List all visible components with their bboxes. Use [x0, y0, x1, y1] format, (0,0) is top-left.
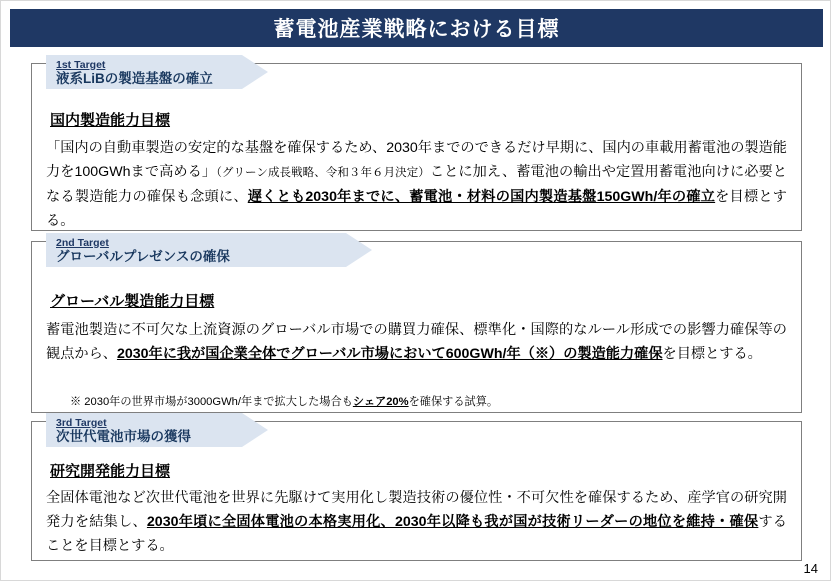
page-number: 14 — [803, 561, 818, 576]
section-3-body-emphasis: 2030年頃に全固体電池の本格実用化、2030年以降も我が国が技術リーダーの地位を維持・確保 — [146, 514, 759, 530]
section-2-banner — [46, 233, 372, 267]
section-3-kicker: 3rd Target — [56, 416, 107, 429]
section-2-heading: グローバル製造能力目標 — [50, 293, 215, 310]
section-1-body-mid: ことに加え、蓄電池の輸出や定置用蓄電池向けに必要となる製造能力の確保も念頭に、 — [46, 164, 787, 205]
section-2-note-lead: ※ 2030年の世界市場が3000GWh/年まで拡大した場合も — [70, 396, 353, 408]
section-2-body-lead: 蓄電池製造に不可欠な上流資源のグローバル市場での購買力確保、標準化・国際的なルール形成での影響力確保等の観点から、 — [46, 322, 787, 362]
section-1-body — [46, 136, 787, 233]
section-3-banner-arrow — [242, 413, 268, 447]
section-1st-target — [31, 58, 802, 231]
section-2-note-tail: を確保する試算。 — [408, 396, 499, 408]
section-1-kicker: 1st Target — [56, 58, 106, 71]
section-1-heading: 国内製造能力目標 — [50, 112, 171, 129]
section-2nd-target — [31, 236, 802, 413]
section-1-banner-arrow — [242, 55, 268, 89]
section-2-body-emphasis: 2030年に我が国企業全体でグローバル市場において600GWh/年（※）の製造能力確保 — [116, 346, 663, 362]
section-2-banner-arrow — [346, 233, 372, 267]
section-1-banner-title: 液系LiBの製造基盤の確立 — [56, 70, 213, 86]
section-1-body-emphasis: 遅くとも2030年までに、蓄電池・材料の国内製造基盤150GWh/年の確立 — [247, 189, 716, 205]
section-1-body-tail: を目標とする。 — [46, 189, 787, 229]
section-3-body-lead: 全固体電池など次世代電池を世界に先駆けて実用化し製造技術の優位性・不可欠性を確保するため、産学官の研究開発力を結集し、 — [46, 490, 787, 530]
section-1-body-paren: （グリーン成長戦略、令和３年６月決定） — [216, 167, 430, 179]
section-2-banner-body — [46, 233, 346, 267]
slide-title-bar — [10, 9, 823, 47]
section-2-note-emphasis: シェア20% — [352, 396, 409, 408]
section-3-banner-title: 次世代電池市場の獲得 — [56, 428, 191, 444]
section-3-heading: 研究開発能力目標 — [50, 463, 171, 480]
section-2-body — [46, 318, 787, 366]
section-3-body — [46, 486, 787, 558]
section-3-banner — [46, 413, 268, 447]
section-1-banner-body — [46, 55, 242, 89]
section-2-banner-title: グローバルプレゼンスの確保 — [56, 248, 230, 264]
section-3rd-target — [31, 416, 802, 561]
section-2-note — [70, 394, 781, 410]
section-1-body-lead: 「国内の自動車製造の安定的な基盤を確保するため、2030年までのできるだけ早期に、国内の車載用蓄電池の製造能力を100GWhまで高める」 — [46, 140, 787, 180]
section-3-banner-body — [46, 413, 242, 447]
section-1-banner — [46, 55, 268, 89]
section-2-kicker: 2nd Target — [56, 236, 109, 249]
page-title: 蓄電池産業戦略における目標 — [273, 18, 560, 41]
section-2-body-tail: を目標とする。 — [662, 346, 762, 362]
section-3-body-tail: することを目標とする。 — [46, 514, 787, 554]
